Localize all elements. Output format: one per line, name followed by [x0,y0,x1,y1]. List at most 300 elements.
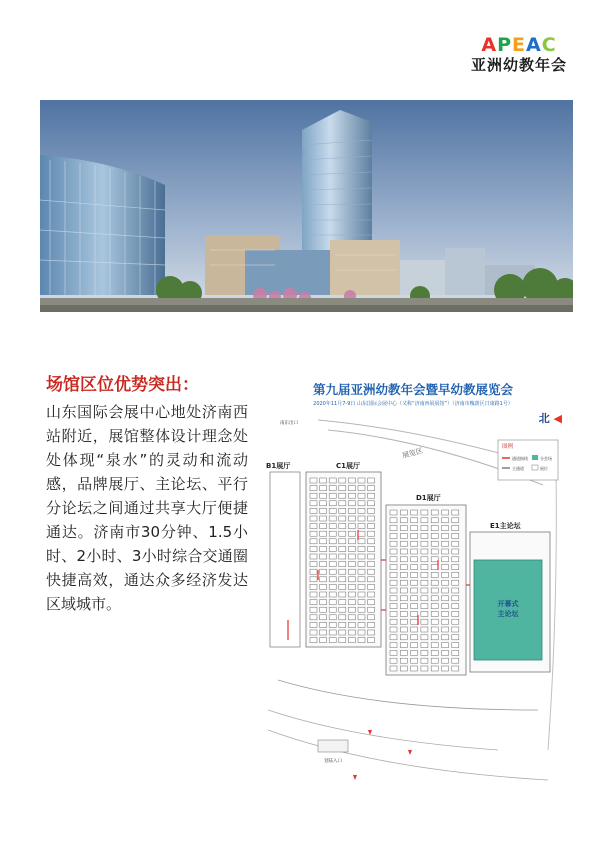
booth [431,643,438,648]
booth [358,478,365,483]
booth [411,596,418,601]
booth [310,584,317,589]
booth [339,584,346,589]
booth [310,569,317,574]
booth [329,546,336,551]
booth [400,580,407,585]
booth [358,508,365,513]
booth [329,562,336,567]
booth [310,531,317,536]
booth [452,557,459,562]
booth [320,493,327,498]
booth [310,524,317,529]
north-arrow-icon: ◀ [553,412,562,425]
booth [329,554,336,559]
booth [431,557,438,562]
booth [348,615,355,620]
booth [329,524,336,529]
booth [452,518,459,523]
booth [452,650,459,655]
booth [310,615,317,620]
booth [452,619,459,624]
hall-c1-label: C1展厅 [336,462,361,470]
booth [358,531,365,536]
booth [390,604,397,609]
booth [348,577,355,582]
booth [358,600,365,605]
booth [348,622,355,627]
booth [320,486,327,491]
booth [329,615,336,620]
booth [358,524,365,529]
booth [358,562,365,567]
booth [368,524,375,529]
booth [329,531,336,536]
booth [411,643,418,648]
booth [339,531,346,536]
legend-item-forum: 分会场 [540,456,552,461]
booth [348,592,355,597]
booth [452,611,459,616]
booth [368,531,375,536]
booth [452,627,459,632]
building-photo [40,100,573,312]
booth [339,622,346,627]
booth [400,557,407,562]
booth [400,643,407,648]
booth [400,510,407,515]
booth [452,526,459,531]
booth [348,539,355,544]
main-forum-label-line1: 开幕式 [497,600,519,608]
logo-letter-a: A [481,34,498,56]
booth [442,627,449,632]
booth [339,577,346,582]
booth [329,539,336,544]
booth [339,546,346,551]
booth [358,501,365,506]
booth [329,577,336,582]
booth [368,607,375,612]
booth [368,584,375,589]
north-label: 北 [538,412,550,425]
booth [348,531,355,536]
booth [442,650,449,655]
booth [452,533,459,538]
booth [442,635,449,640]
booth [411,650,418,655]
booth [421,611,428,616]
booth [452,549,459,554]
booth [339,600,346,605]
booth [390,588,397,593]
floor-plan-title: 第九届亚洲幼教年会暨早幼教展览会 [312,382,513,397]
booth [358,584,365,589]
booth [442,572,449,577]
booth [368,478,375,483]
booth [358,516,365,521]
booth [411,565,418,570]
booth [411,533,418,538]
booth [431,510,438,515]
booth [390,658,397,663]
hall-d1-label: D1展厅 [416,494,441,502]
booth [329,630,336,635]
booth [368,493,375,498]
booth [390,572,397,577]
booth [310,562,317,567]
booth [411,635,418,640]
booth [368,638,375,643]
booth [442,557,449,562]
booth [348,516,355,521]
booth [358,569,365,574]
booth [329,478,336,483]
booth [339,592,346,597]
booth [310,638,317,643]
booth [442,588,449,593]
booth [348,600,355,605]
booth [452,580,459,585]
booth [329,584,336,589]
booth [442,565,449,570]
road-label: 展览区 [401,446,424,460]
booth [431,635,438,640]
booth [411,580,418,585]
booth [442,580,449,585]
booth [452,588,459,593]
booth [421,588,428,593]
booth [442,541,449,546]
booth [400,549,407,554]
booth [310,516,317,521]
booth [358,592,365,597]
booth [421,565,428,570]
booth [421,580,428,585]
booth [411,666,418,671]
hall-e1-label: E1主论坛 [490,522,521,530]
booth [411,518,418,523]
booth [431,650,438,655]
booth [431,604,438,609]
booth [442,666,449,671]
booth [339,562,346,567]
booth [320,546,327,551]
booth [431,518,438,523]
booth [310,607,317,612]
booth [320,478,327,483]
legend-forum-swatch [532,455,538,460]
logo-letter-a2: A [525,34,542,56]
booth [400,604,407,609]
booth [431,627,438,632]
booth [390,611,397,616]
booth [421,557,428,562]
legend-booth-swatch [532,465,538,470]
booth [400,611,407,616]
booth [390,541,397,546]
hall-b1-label: B1展厅 [266,462,291,470]
booth [442,510,449,515]
booth [348,486,355,491]
booth [390,533,397,538]
bottom-entrance [318,740,348,752]
booth [310,546,317,551]
booth [310,478,317,483]
booth [320,592,327,597]
main-forum-label-line2: 主论坛 [497,610,519,618]
booth [358,546,365,551]
entrance-top-label: 南东出口 [280,421,298,426]
booth [368,600,375,605]
booth [320,531,327,536]
booth [348,569,355,574]
booth [348,638,355,643]
building-illustration [40,100,573,312]
booth [452,510,459,515]
booth [339,524,346,529]
legend-item-main: 主通道 [512,466,524,471]
booth [320,554,327,559]
booth [442,611,449,616]
booth [442,549,449,554]
booth [320,562,327,567]
booth [421,658,428,663]
booth [358,615,365,620]
hall-b1 [270,472,300,647]
booth [390,635,397,640]
booth [339,638,346,643]
floor-plan-subtitle: 2020年11月7-9日 山东国际会展中心（又称“济南西展展馆”）（济南市槐荫区日康路1号） [313,401,513,407]
booth [390,666,397,671]
booth [411,510,418,515]
booth [368,546,375,551]
booth [400,596,407,601]
booth [348,607,355,612]
booth [442,604,449,609]
booth [368,592,375,597]
booth [320,501,327,506]
booth [339,493,346,498]
booth [452,565,459,570]
booth [348,524,355,529]
booth [400,541,407,546]
legend-title: 图例 [502,444,514,450]
booth [339,554,346,559]
booth [329,508,336,513]
booths-d1 [390,510,459,671]
booth [390,526,397,531]
booth [310,592,317,597]
booth [411,541,418,546]
booth [329,569,336,574]
booth [390,580,397,585]
booth [320,539,327,544]
booth [339,630,346,635]
booth [320,622,327,627]
logo-letter-c: C [541,34,557,56]
booth [421,533,428,538]
booth [368,554,375,559]
booth [411,526,418,531]
booth [421,604,428,609]
booth [310,630,317,635]
booth [431,658,438,663]
booth [348,501,355,506]
booth [320,630,327,635]
booth [421,526,428,531]
booth [411,611,418,616]
booth [329,501,336,506]
booth [358,638,365,643]
logo-chinese: 亚洲幼教年会 [470,56,567,74]
booth [339,478,346,483]
booth [348,508,355,513]
booth [400,518,407,523]
booth [421,666,428,671]
booth [442,526,449,531]
booth [400,666,407,671]
booth [452,635,459,640]
booth [421,619,428,624]
booth [310,508,317,513]
booth [390,650,397,655]
booth [368,577,375,582]
booth [310,622,317,627]
booth [329,600,336,605]
booth [310,493,317,498]
booth [400,658,407,663]
booth [452,658,459,663]
booth [431,549,438,554]
booth [431,666,438,671]
booth [431,565,438,570]
booth [368,615,375,620]
booth [329,622,336,627]
booth [452,604,459,609]
booth [358,486,365,491]
booth [358,622,365,627]
booth [339,508,346,513]
booth [310,501,317,506]
booth [310,600,317,605]
booth [368,539,375,544]
booth [421,596,428,601]
booth [348,554,355,559]
booth [368,486,375,491]
booth [368,508,375,513]
booth [320,516,327,521]
floor-plan-drawing [258,410,568,816]
logo-latin [464,34,574,56]
booth [452,643,459,648]
booth [390,549,397,554]
booth [368,569,375,574]
booth [442,658,449,663]
booth [442,643,449,648]
booth [339,539,346,544]
booth [358,554,365,559]
booth [442,619,449,624]
booth [320,607,327,612]
booth [329,516,336,521]
booth [368,630,375,635]
booth [400,565,407,570]
booth [310,554,317,559]
booth [348,546,355,551]
legend-item-route: 通道指线 [512,456,528,461]
booth [421,510,428,515]
section-heading: 场馆区位优势突出： [46,375,199,395]
booth [411,572,418,577]
legend-item-booth: 展位 [540,466,548,471]
logo-letter-e: E [512,34,526,56]
booth [400,635,407,640]
booth [411,658,418,663]
booth [421,643,428,648]
booth [400,588,407,593]
booth [421,635,428,640]
booth [320,508,327,513]
booth [431,588,438,593]
booth [421,627,428,632]
booth [339,486,346,491]
booth [390,619,397,624]
booth [320,600,327,605]
booth [390,510,397,515]
booth [431,596,438,601]
booth [339,501,346,506]
booth [368,516,375,521]
booth [329,486,336,491]
booth [400,619,407,624]
booth [390,643,397,648]
booth [452,666,459,671]
booth [390,596,397,601]
booth [442,596,449,601]
section-body: 山东国际会展中心地处济南西站附近，展馆整体设计理念处处体现“泉水”的灵动和流动感，品牌展厅、主论坛、平行分论坛之间通过共享大厅便捷通达。济南市30分钟、1.5小时、2小时、3小时综合交通圈快捷高效，通达众多经济发达区域城市。 [46,403,248,613]
booth [390,627,397,632]
booth [339,615,346,620]
booth [442,518,449,523]
booth [411,588,418,593]
booth [329,493,336,498]
booth [348,584,355,589]
booth [421,541,428,546]
booth [400,526,407,531]
booth [329,607,336,612]
booth [400,533,407,538]
booth [320,569,327,574]
booth [452,596,459,601]
booth [310,486,317,491]
booth [411,627,418,632]
booth [431,526,438,531]
booth [339,516,346,521]
booth [320,615,327,620]
booth [400,572,407,577]
booth [411,604,418,609]
booth [320,584,327,589]
booth [411,557,418,562]
booth [368,562,375,567]
logo-letter-p: P [497,34,512,56]
booth [358,493,365,498]
booth [329,638,336,643]
booth [452,541,459,546]
booth [358,577,365,582]
booth [320,524,327,529]
